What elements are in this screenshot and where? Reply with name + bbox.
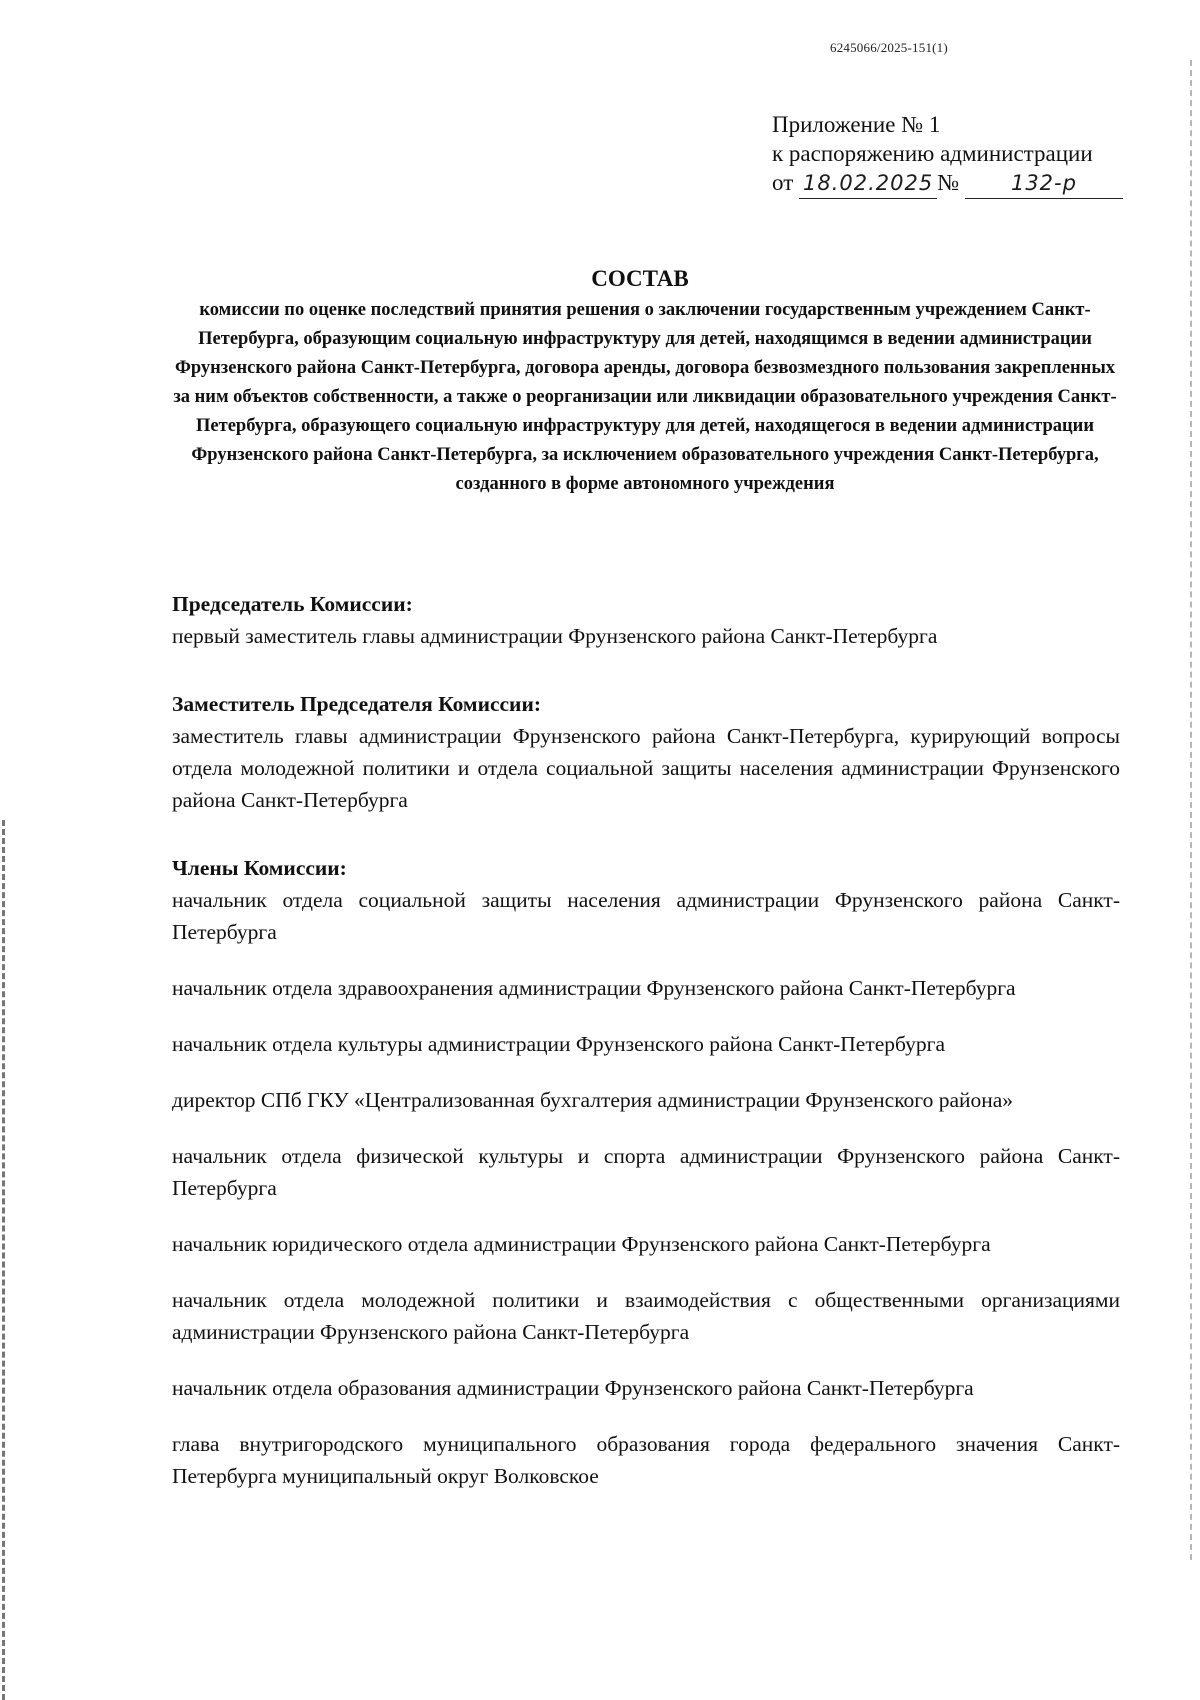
document-title: СОСТАВ [591,266,689,291]
appendix-header [772,110,1132,199]
document-subtitle: комиссии по оценке последствий принятия решения о заключении государственным учреждением Санкт-Петербурга, образующим социальную инфраструктуру для детей, находящимся в ведении администрации Фрунзенского района Санкт-Петербурга, договора аренды, договора безвозмездного пользования закрепленных за ним объектов собственности, а также о реорганизации или ликвидации образовательного учреждения Санкт-Петербурга, образующего социальную инфраструктуру для детей, находящегося в ведении администрации Фрунзенского района Санкт-Петербурга, за исключением образовательного учреждения Санкт-Петербурга, созданного в форме автономного учреждения [173,300,1117,494]
handwritten-date: 18.02.2025 [799,169,937,199]
scan-edge-left [2,820,8,1700]
member-item: глава внутригородского муниципального образования города федерального значения Санкт-Петербурга муниципальный округ Волковское [172,1432,1120,1488]
appendix-line-2: к распоряжению администрации [772,141,1093,166]
chairman-heading: Председатель Комиссии: [172,592,413,616]
appendix-date-line [772,168,1132,199]
member-item: начальник отдела здравоохранения администрации Фрунзенского района Санкт-Петербурга [172,976,1016,1000]
document-number: 6245066/2025-151(1) [830,40,948,55]
member-item: начальник отдела физической культуры и спорта администрации Фрунзенского района Санкт-Петербурга [172,1144,1120,1200]
member-item: начальник отдела культуры администрации Фрунзенского района Санкт-Петербурга [172,1032,946,1056]
member-item: начальник отдела образования администрации Фрунзенского района Санкт-Петербурга [172,1376,974,1400]
commission-composition [172,588,1120,1492]
member-item: начальник отдела социальной защиты населения администрации Фрунзенского района Санкт-Петербурга [172,888,1120,944]
deputy-heading: Заместитель Председателя Комиссии: [172,692,541,716]
member-item: начальник отдела молодежной политики и взаимодействия с общественными организациями администрации Фрунзенского района Санкт-Петербурга [172,1288,1120,1344]
member-item: директор СПб ГКУ «Централизованная бухгалтерия администрации Фрунзенского района» [172,1088,1014,1112]
deputy-text: заместитель главы администрации Фрунзенского района Санкт-Петербурга, курирующий вопросы отдела молодежной политики и отдела социальной защиты населения администрации Фрунзенского района Санкт-Петербурга [172,724,1120,812]
scan-edge-right [1188,60,1192,1560]
members-heading: Члены Комиссии: [172,856,347,880]
date-prefix: от [772,170,794,195]
member-item: начальник юридического отдела администрации Фрунзенского района Санкт-Петербурга [172,1232,991,1256]
number-sign: № [937,170,960,195]
chairman-text: первый заместитель главы администрации Фрунзенского района Санкт-Петербурга [172,624,938,648]
appendix-line-1: Приложение № 1 [772,112,941,137]
handwritten-order-number: 132-р [965,169,1123,199]
